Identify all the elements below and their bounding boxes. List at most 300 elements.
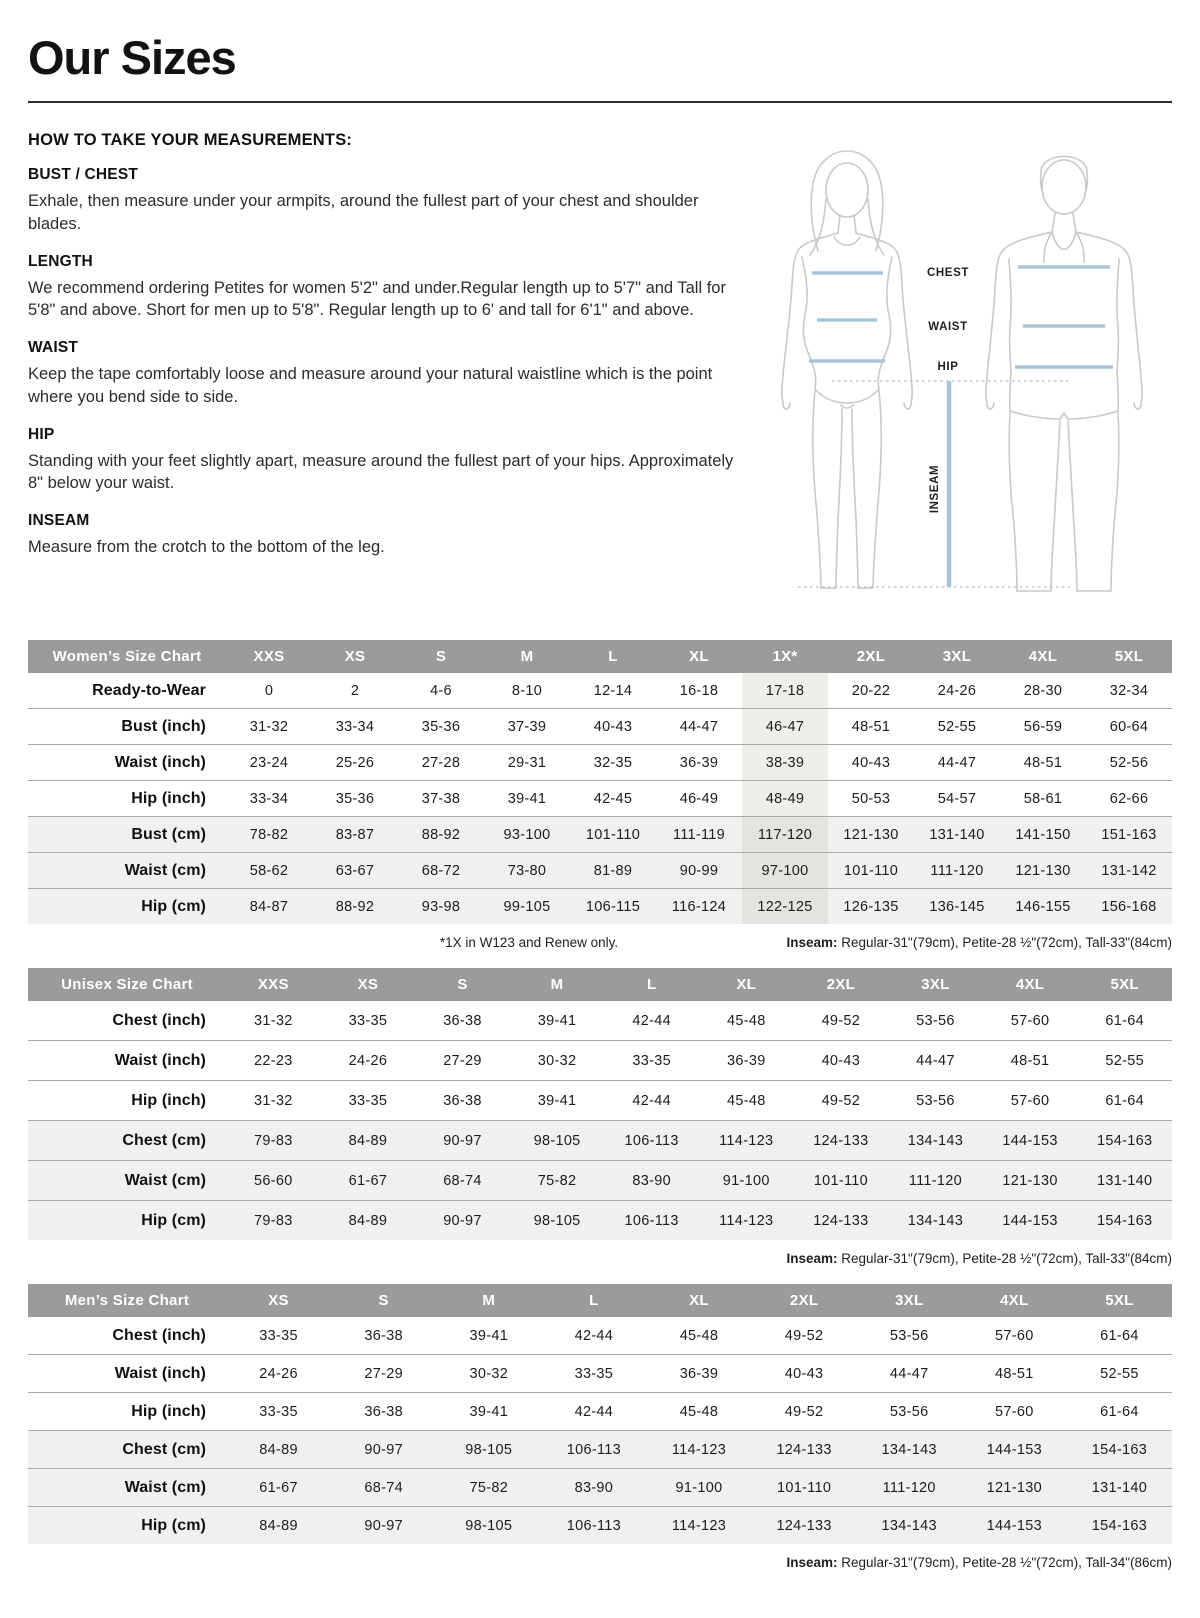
footnote-1x: *1X in W123 and Renew only. [439,935,619,950]
size-cell: 45-48 [646,1393,751,1431]
size-cell: 56-59 [1000,709,1086,745]
row-label: Chest (inch) [28,1001,226,1041]
size-cell: 84-89 [321,1201,416,1241]
size-cell: 37-39 [484,709,570,745]
size-cell: 154-163 [1067,1431,1172,1469]
column-header: 3XL [914,640,1000,673]
unisex-size-chart [28,968,1172,1240]
size-cell: 114-123 [646,1431,751,1469]
size-cell: 88-92 [398,817,484,853]
size-cell: 84-87 [226,889,312,925]
column-header: XXS [226,968,321,1001]
size-cell: 114-123 [699,1121,794,1161]
size-cell: 52-56 [1086,745,1172,781]
body-measurement-figure-illustration [752,129,1172,609]
size-cell: 83-90 [541,1469,646,1507]
size-cell: 37-38 [398,781,484,817]
size-cell: 36-39 [699,1041,794,1081]
size-cell: 33-34 [226,781,312,817]
row-label: Waist (cm) [28,1469,226,1507]
table-row [28,745,1172,781]
size-cell: 111-120 [914,853,1000,889]
table-row [28,1355,1172,1393]
table-row [28,1431,1172,1469]
size-cell: 101-110 [752,1469,857,1507]
table-title: Women’s Size Chart [28,640,226,673]
size-cell: 39-41 [484,781,570,817]
size-cell: 101-110 [794,1161,889,1201]
size-cell: 42-44 [541,1317,646,1355]
size-cell: 28-30 [1000,673,1086,709]
section-title: INSEAM [28,512,90,530]
column-header: 4XL [1000,640,1086,673]
column-header: 5XL [1086,640,1172,673]
table-row [28,1121,1172,1161]
size-cell: 90-99 [656,853,742,889]
size-cell: 121-130 [828,817,914,853]
size-cell: 32-34 [1086,673,1172,709]
size-cell: 25-26 [312,745,398,781]
table-row [28,1393,1172,1431]
size-cell: 144-153 [983,1201,1078,1241]
title-divider [28,101,1172,103]
size-cell: 40-43 [570,709,656,745]
womens-inseam-note: Inseam: Regular-31"(79cm), Petite-28 ½"(72cm), Tall-33"(84cm) [786,935,1172,950]
section-length [28,253,742,323]
unisex-inseam-note: Inseam: Regular-31"(79cm), Petite-28 ½"(72cm), Tall-33"(84cm) [786,1251,1172,1266]
table-row [28,853,1172,889]
section-hip [28,426,742,496]
size-cell: 24-26 [914,673,1000,709]
size-cell: 39-41 [510,1001,605,1041]
column-header: M [436,1284,541,1317]
size-cell: 49-52 [794,1081,889,1121]
size-cell: 156-168 [1086,889,1172,925]
size-cell: 61-64 [1077,1081,1172,1121]
size-cell: 20-22 [828,673,914,709]
column-header: 2XL [752,1284,857,1317]
size-cell: 39-41 [510,1081,605,1121]
size-cell: 154-163 [1067,1507,1172,1545]
size-cell: 48-51 [983,1041,1078,1081]
size-cell: 63-67 [312,853,398,889]
woman-figure-outline [782,151,912,588]
header-row [28,1284,1172,1317]
size-cell: 121-130 [962,1469,1067,1507]
column-header: L [570,640,656,673]
size-cell: 53-56 [888,1001,983,1041]
size-cell: 90-97 [415,1121,510,1161]
size-cell: 60-64 [1086,709,1172,745]
size-cell: 48-51 [828,709,914,745]
size-cell: 131-140 [1077,1161,1172,1201]
size-cell: 40-43 [794,1041,889,1081]
size-cell: 36-39 [646,1355,751,1393]
mens-size-chart-table [28,1284,1172,1544]
size-cell: 46-47 [742,709,828,745]
size-cell: 111-119 [656,817,742,853]
size-cell: 0 [226,673,312,709]
size-cell: 111-120 [888,1161,983,1201]
table-row [28,1201,1172,1241]
size-tables [28,640,1172,1572]
section-title: BUST / CHEST [28,166,139,183]
row-label: Bust (cm) [28,817,226,853]
size-cell: 117-120 [742,817,828,853]
size-cell: 114-123 [699,1201,794,1241]
mens-inseam-note: Inseam: Regular-31"(79cm), Petite-28 ½"(72cm), Tall-34"(86cm) [786,1555,1172,1570]
table-row [28,781,1172,817]
size-cell: 57-60 [983,1001,1078,1041]
size-cell: 53-56 [888,1081,983,1121]
size-cell: 144-153 [962,1507,1067,1545]
size-cell: 57-60 [962,1393,1067,1431]
measurement-lines [798,267,1113,587]
size-cell: 58-62 [226,853,312,889]
table-title: Men’s Size Chart [28,1284,226,1317]
row-label: Chest (cm) [28,1121,226,1161]
size-cell: 99-105 [484,889,570,925]
size-cell: 57-60 [962,1317,1067,1355]
size-cell: 84-89 [226,1431,331,1469]
row-label: Hip (inch) [28,1081,226,1121]
section-title: WAIST [28,339,79,357]
column-header: L [541,1284,646,1317]
size-cell: 49-52 [794,1001,889,1041]
size-cell: 57-60 [983,1081,1078,1121]
size-cell: 33-35 [541,1355,646,1393]
size-cell: 30-32 [510,1041,605,1081]
intro-section [28,127,1172,614]
column-header: 3XL [888,968,983,1001]
row-label: Ready-to-Wear [28,673,226,709]
size-cell: 44-47 [857,1355,962,1393]
size-cell: 68-74 [331,1469,436,1507]
size-cell: 48-49 [742,781,828,817]
column-header: M [484,640,570,673]
size-cell: 81-89 [570,853,656,889]
table-row [28,709,1172,745]
column-header: 3XL [857,1284,962,1317]
size-cell: 146-155 [1000,889,1086,925]
size-cell: 116-124 [656,889,742,925]
size-cell: 24-26 [321,1041,416,1081]
size-cell: 61-64 [1067,1393,1172,1431]
size-cell: 33-35 [226,1317,331,1355]
size-cell: 106-115 [570,889,656,925]
size-cell: 52-55 [1067,1355,1172,1393]
section-waist [28,339,742,409]
man-figure-outline [986,157,1142,592]
size-cell: 44-47 [656,709,742,745]
size-cell: 84-89 [321,1121,416,1161]
size-cell: 30-32 [436,1355,541,1393]
size-cell: 27-29 [415,1041,510,1081]
size-cell: 101-110 [570,817,656,853]
size-cell: 33-35 [321,1001,416,1041]
measurement-instructions [28,127,752,576]
size-cell: 8-10 [484,673,570,709]
size-cell: 98-105 [436,1507,541,1545]
size-cell: 101-110 [828,853,914,889]
unisex-size-chart-table [28,968,1172,1240]
row-label: Waist (cm) [28,853,226,889]
size-cell: 111-120 [857,1469,962,1507]
size-cell: 45-48 [699,1081,794,1121]
size-cell: 53-56 [857,1317,962,1355]
size-cell: 90-97 [331,1431,436,1469]
size-cell: 131-142 [1086,853,1172,889]
size-cell: 78-82 [226,817,312,853]
size-cell: 45-48 [699,1001,794,1041]
womens-size-chart [28,640,1172,924]
size-cell: 24-26 [226,1355,331,1393]
section-title: LENGTH [28,252,93,270]
section-bust-chest [28,166,742,236]
size-cell: 36-39 [656,745,742,781]
size-cell: 31-32 [226,1081,321,1121]
size-cell: 42-44 [541,1393,646,1431]
chest-label: CHEST [927,267,969,279]
size-cell: 33-35 [604,1041,699,1081]
size-cell: 75-82 [436,1469,541,1507]
size-cell: 121-130 [1000,853,1086,889]
size-cell: 2 [312,673,398,709]
size-cell: 33-34 [312,709,398,745]
size-cell: 53-56 [857,1393,962,1431]
size-cell: 35-36 [312,781,398,817]
size-cell: 17-18 [742,673,828,709]
column-header: XL [699,968,794,1001]
size-cell: 31-32 [226,1001,321,1041]
size-cell: 49-52 [752,1317,857,1355]
size-cell: 49-52 [752,1393,857,1431]
size-cell: 75-82 [510,1161,605,1201]
hip-label: HIP [937,361,959,373]
size-cell: 151-163 [1086,817,1172,853]
row-label: Hip (inch) [28,1393,226,1431]
size-cell: 106-113 [541,1431,646,1469]
size-cell: 54-57 [914,781,1000,817]
size-cell: 98-105 [436,1431,541,1469]
size-cell: 61-64 [1077,1001,1172,1041]
inseam-label: INSEAM [929,464,941,514]
column-header: XL [646,1284,751,1317]
size-cell: 154-163 [1077,1201,1172,1241]
size-cell: 124-133 [794,1201,889,1241]
size-cell: 73-80 [484,853,570,889]
column-header: S [331,1284,436,1317]
table-row [28,1081,1172,1121]
column-header: XS [321,968,416,1001]
size-cell: 134-143 [857,1507,962,1545]
size-cell: 121-130 [983,1161,1078,1201]
size-cell: 83-90 [604,1161,699,1201]
size-cell: 29-31 [484,745,570,781]
table-row [28,1469,1172,1507]
size-cell: 61-67 [321,1161,416,1201]
section-body: Standing with your feet slightly apart, measure around the fullest part of your hips. Approximately 8" below your waist. [28,451,734,493]
size-cell: 134-143 [857,1431,962,1469]
size-cell: 62-66 [1086,781,1172,817]
header-row [28,968,1172,1001]
header-row [28,640,1172,673]
size-cell: 33-35 [226,1393,331,1431]
size-cell: 134-143 [888,1201,983,1241]
section-body: We recommend ordering Petites for women 5'2" and under.Regular length up to 5'7" and Tall for 5'8" and above. Short for men up to 5'8". Regular length up to 6' and tall for 6'1" and above. [28,278,726,320]
column-header: 4XL [983,968,1078,1001]
size-cell: 46-49 [656,781,742,817]
size-cell: 48-51 [1000,745,1086,781]
column-header: 5XL [1077,968,1172,1001]
row-label: Hip (inch) [28,781,226,817]
size-cell: 79-83 [226,1201,321,1241]
row-label: Hip (cm) [28,889,226,925]
waist-label: WAIST [928,321,968,333]
column-header: XS [226,1284,331,1317]
size-cell: 131-140 [1067,1469,1172,1507]
row-label: Hip (cm) [28,1507,226,1545]
size-cell: 114-123 [646,1507,751,1545]
size-cell: 126-135 [828,889,914,925]
size-cell: 68-74 [415,1161,510,1201]
size-cell: 134-143 [888,1121,983,1161]
size-cell: 93-98 [398,889,484,925]
row-label: Chest (cm) [28,1431,226,1469]
section-body: Keep the tape comfortably loose and measure around your natural waistline which is the point where you bend side to side. [28,365,713,406]
size-cell: 98-105 [510,1121,605,1161]
size-cell: 122-125 [742,889,828,925]
table-row [28,817,1172,853]
row-label: Waist (cm) [28,1161,226,1201]
size-cell: 106-113 [604,1121,699,1161]
table-row [28,1507,1172,1545]
size-cell: 131-140 [914,817,1000,853]
womens-size-chart-table [28,640,1172,924]
size-cell: 88-92 [312,889,398,925]
size-cell: 48-51 [962,1355,1067,1393]
size-cell: 52-55 [914,709,1000,745]
section-inseam [28,512,742,559]
how-to-heading: HOW TO TAKE YOUR MEASUREMENTS: [28,131,353,149]
table-row [28,889,1172,925]
column-header: 2XL [828,640,914,673]
size-cell: 58-61 [1000,781,1086,817]
size-cell: 50-53 [828,781,914,817]
row-label: Bust (inch) [28,709,226,745]
size-cell: 44-47 [888,1041,983,1081]
size-cell: 36-38 [331,1317,436,1355]
column-header: M [510,968,605,1001]
size-cell: 90-97 [415,1201,510,1241]
section-title: HIP [28,425,55,443]
column-header: S [415,968,510,1001]
size-cell: 124-133 [752,1507,857,1545]
size-cell: 91-100 [646,1469,751,1507]
size-cell: 79-83 [226,1121,321,1161]
column-header: XS [312,640,398,673]
size-cell: 84-89 [226,1507,331,1545]
size-cell: 32-35 [570,745,656,781]
size-cell: 90-97 [331,1507,436,1545]
size-cell: 27-28 [398,745,484,781]
size-cell: 144-153 [962,1431,1067,1469]
row-label: Waist (inch) [28,745,226,781]
table-title: Unisex Size Chart [28,968,226,1001]
size-cell: 42-44 [604,1081,699,1121]
size-cell: 27-29 [331,1355,436,1393]
table-row [28,1317,1172,1355]
size-cell: 141-150 [1000,817,1086,853]
table-row [28,1161,1172,1201]
column-header: 1X* [742,640,828,673]
size-cell: 42-45 [570,781,656,817]
size-cell: 12-14 [570,673,656,709]
column-header: XL [656,640,742,673]
measurement-diagram [752,127,1172,614]
size-cell: 31-32 [226,709,312,745]
size-cell: 68-72 [398,853,484,889]
mens-size-chart [28,1284,1172,1544]
size-cell: 35-36 [398,709,484,745]
size-cell: 22-23 [226,1041,321,1081]
column-header: 2XL [794,968,889,1001]
size-cell: 154-163 [1077,1121,1172,1161]
row-label: Hip (cm) [28,1201,226,1241]
size-cell: 44-47 [914,745,1000,781]
section-body: Measure from the crotch to the bottom of the leg. [28,538,385,557]
size-cell: 56-60 [226,1161,321,1201]
column-header: 5XL [1067,1284,1172,1317]
size-cell: 83-87 [312,817,398,853]
size-cell: 38-39 [742,745,828,781]
size-cell: 36-38 [415,1001,510,1041]
womens-table-notes [28,935,1172,952]
table-row [28,673,1172,709]
size-cell: 36-38 [415,1081,510,1121]
size-cell: 39-41 [436,1393,541,1431]
size-cell: 106-113 [604,1201,699,1241]
size-cell: 97-100 [742,853,828,889]
size-cell: 36-38 [331,1393,436,1431]
column-header: XXS [226,640,312,673]
row-label: Waist (inch) [28,1041,226,1081]
size-cell: 61-67 [226,1469,331,1507]
size-cell: 42-44 [604,1001,699,1041]
column-header: S [398,640,484,673]
table-row [28,1041,1172,1081]
size-cell: 33-35 [321,1081,416,1121]
size-cell: 93-100 [484,817,570,853]
size-cell: 124-133 [794,1121,889,1161]
column-header: L [604,968,699,1001]
page-title: Our Sizes [28,31,236,84]
size-cell: 39-41 [436,1317,541,1355]
row-label: Waist (inch) [28,1355,226,1393]
table-row [28,1001,1172,1041]
size-cell: 45-48 [646,1317,751,1355]
column-header: 4XL [962,1284,1067,1317]
size-cell: 40-43 [752,1355,857,1393]
unisex-table-notes [28,1251,1172,1268]
size-cell: 52-55 [1077,1041,1172,1081]
size-cell: 91-100 [699,1161,794,1201]
size-cell: 106-113 [541,1507,646,1545]
size-cell: 98-105 [510,1201,605,1241]
section-body: Exhale, then measure under your armpits, around the fullest part of your chest and shoulder blades. [28,192,699,233]
size-cell: 16-18 [656,673,742,709]
row-label: Chest (inch) [28,1317,226,1355]
